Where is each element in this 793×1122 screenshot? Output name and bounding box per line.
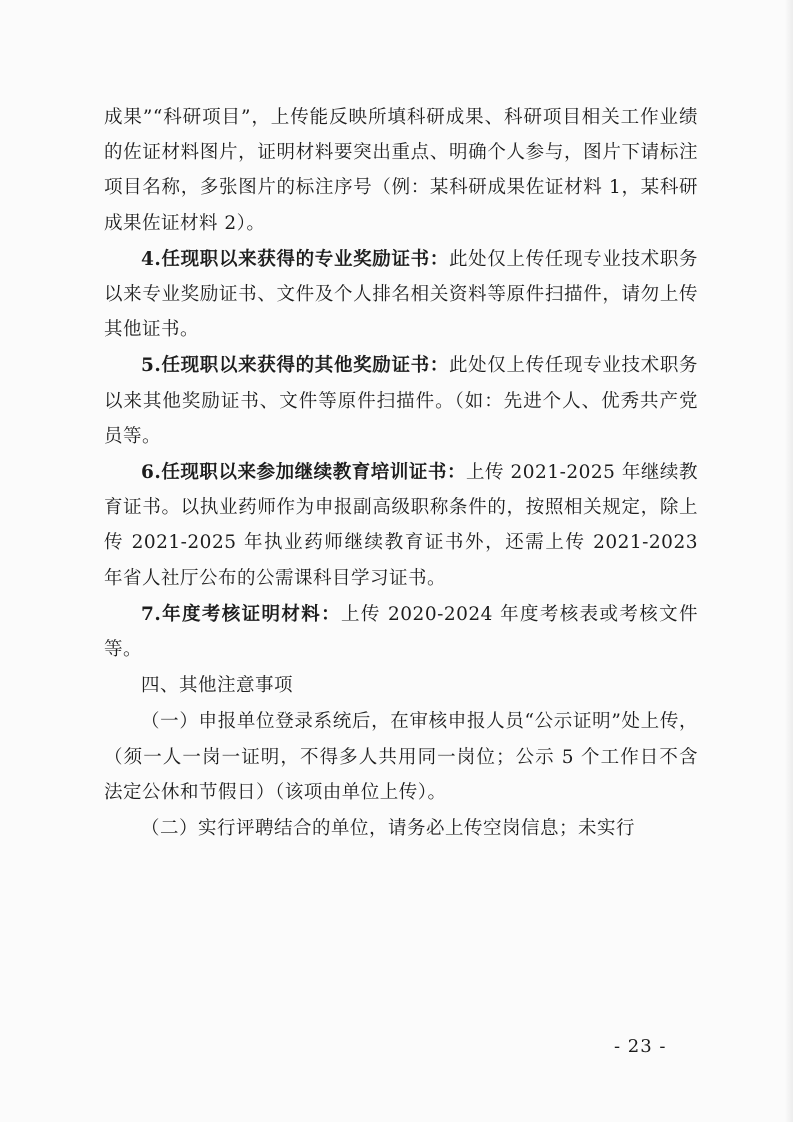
paragraph-text: （二）实行评聘结合的单位，请务必上传空岗信息；未实行: [141, 817, 636, 839]
paragraph-note-2: [104, 811, 698, 846]
section-heading-professional-awards: 4.任现职以来获得的专业奖励证书：: [141, 248, 449, 270]
section-heading-other-awards: 5.任现职以来获得的其他奖励证书：: [141, 355, 449, 377]
paragraph-research-materials: [104, 100, 698, 241]
section-title-other-notes: [104, 668, 698, 703]
paragraph-continuing-education: [104, 455, 698, 596]
paragraph-text: 上传 2020-2024 年度考核表或考核文件等。: [104, 603, 698, 660]
document-body: [104, 100, 698, 846]
section-heading-annual-assessment: 7.年度考核证明材料：: [141, 603, 342, 625]
paragraph-professional-awards: [104, 242, 698, 348]
paragraph-text: 成果”“科研项目”，上传能反映所填科研成果、科研项目相关工作业绩的佐证材料图片，证明材料要突出重点、明确个人参与，图片下请标注项目名称，多张图片的标注序号（例：某科研成果佐证材料 1，某科研成果佐证材料 2）。: [104, 107, 698, 234]
paragraph-text: （一）申报单位登录系统后，在审核申报人员“公示证明”处上传，（须一人一岗一证明，不得多人共用同一岗位；公示 5 个工作日不含法定公休和节假日）（该项由单位上传）。: [104, 711, 698, 803]
paragraph-note-1: [104, 704, 698, 810]
paragraph-annual-assessment: [104, 597, 698, 667]
paragraph-other-awards: [104, 348, 698, 454]
paragraph-text: 上传 2021-2025 年继续教育证书。以执业药师作为申报副高级职称条件的，按照相关规定，除上传 2021-2025 年执业药师继续教育证书外，还需上传 2021-2023 年省人社厅公布的公需课科目学习证书。: [104, 461, 698, 589]
paragraph-text: 此处仅上传任现专业技术职务以来其他奖励证书、文件等原件扫描件。（如：先进个人、优秀共产党员等。: [104, 355, 698, 447]
section-title-text: 四、其他注意事项: [141, 675, 294, 697]
section-heading-continuing-education: 6.任现职以来参加继续教育培训证书：: [141, 461, 467, 483]
paragraph-text: 此处仅上传任现专业技术职务以来专业奖励证书、文件及个人排名相关资料等原件扫描件，请勿上传其他证书。: [104, 248, 698, 341]
page-number: - 23 -: [614, 1036, 667, 1057]
